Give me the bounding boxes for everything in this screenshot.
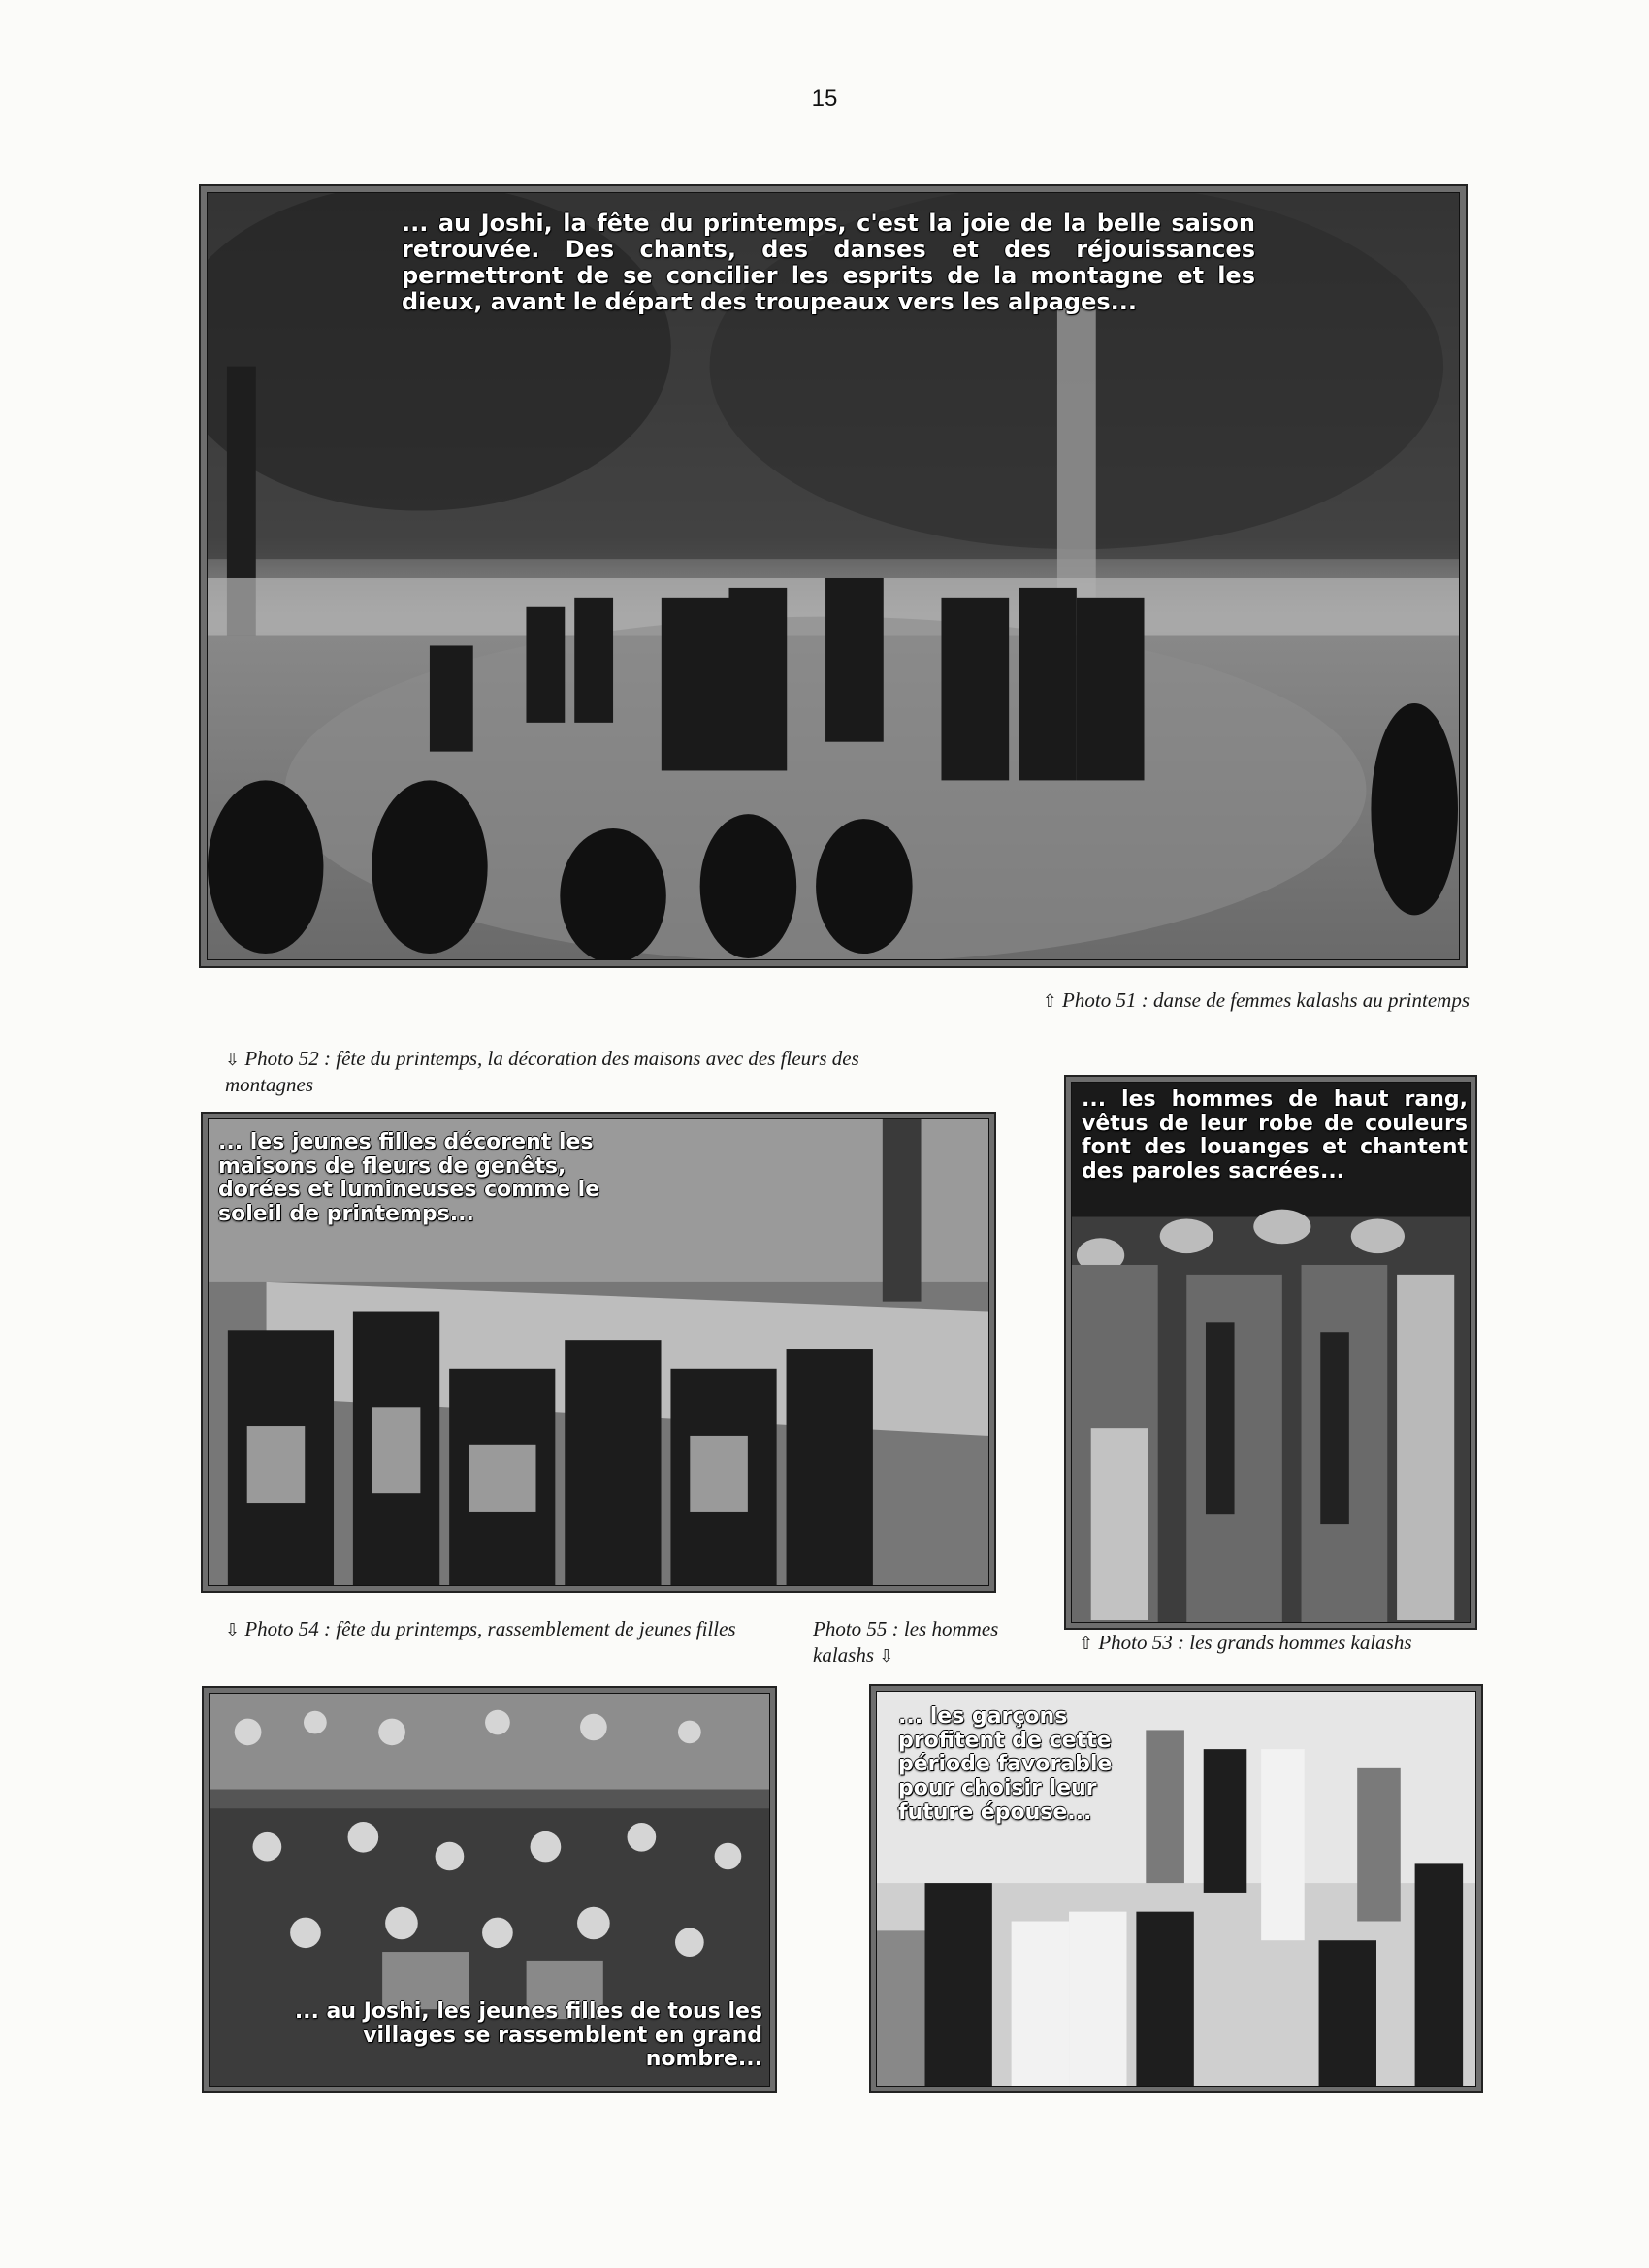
page-number: 15: [811, 85, 838, 112]
photo-54-caption: [225, 1616, 749, 1642]
photo-51-caption-text: danse de femmes kalashs au printemps: [1152, 988, 1470, 1012]
photo-51-overlay-text: ... au Joshi, la fête du printemps, c'est la joie de la belle saison retrouvée. Des chants, des danses et des réjouissances permettront de se concilier les esprits de la montagne et les dieux, avant le départ des troupeaux vers les alpages...: [402, 210, 1255, 315]
photo-54: [202, 1686, 777, 2093]
photo-52-overlay-text: ... les jeunes filles décorent les maisons de fleurs de genêts, dorées et lumineuses comme le soleil de printemps...: [218, 1130, 600, 1226]
photo-53-overlay-text: ... les hommes de haut rang, vêtus de leur robe de couleurs font des louanges et chantent des paroles sacrées...: [1082, 1087, 1468, 1183]
down-arrow-icon: ⇩: [225, 1620, 241, 1640]
photo-53-caption-label: Photo 53 :: [1098, 1631, 1184, 1654]
down-arrow-icon: ⇩: [879, 1646, 894, 1668]
photo-55-caption-label: Photo 55 :: [813, 1617, 899, 1640]
photo-51: [199, 184, 1468, 968]
photo-52-caption: [225, 1046, 885, 1099]
up-arrow-icon: ⇧: [1042, 991, 1057, 1012]
photo-55-caption: [813, 1616, 1046, 1669]
up-arrow-icon: ⇧: [1079, 1634, 1094, 1654]
photo-54-caption-label: Photo 54 :: [244, 1617, 331, 1640]
photo-54-caption-text: fête du printemps, rassemblement de jeunes filles: [336, 1617, 736, 1640]
down-arrow-icon: ⇩: [225, 1050, 241, 1070]
photo-54-overlay-text: ... au Joshi, les jeunes filles de tous les villages se rassemblent en grand nombre...: [294, 1999, 762, 2072]
photo-52-caption-text: fête du printemps, la décoration des maisons avec des fleurs des montagnes: [225, 1047, 859, 1097]
photo-52: [201, 1112, 996, 1593]
photo-55-caption-text: les hommes kalashs: [813, 1617, 999, 1668]
photo-51-caption: [926, 988, 1470, 1014]
photo-55: [869, 1684, 1483, 2093]
photo-52-caption-label: Photo 52 :: [244, 1047, 331, 1070]
photo-53-caption: [1079, 1630, 1486, 1656]
photo-53: [1064, 1075, 1477, 1630]
photo-51-caption-label: Photo 51 :: [1062, 988, 1148, 1012]
photo-55-overlay-text: ... les garçons profitent de cette période favorable pour choisir leur future épouse...: [898, 1704, 1113, 1825]
photo-53-caption-text: les grands hommes kalashs: [1189, 1631, 1412, 1654]
